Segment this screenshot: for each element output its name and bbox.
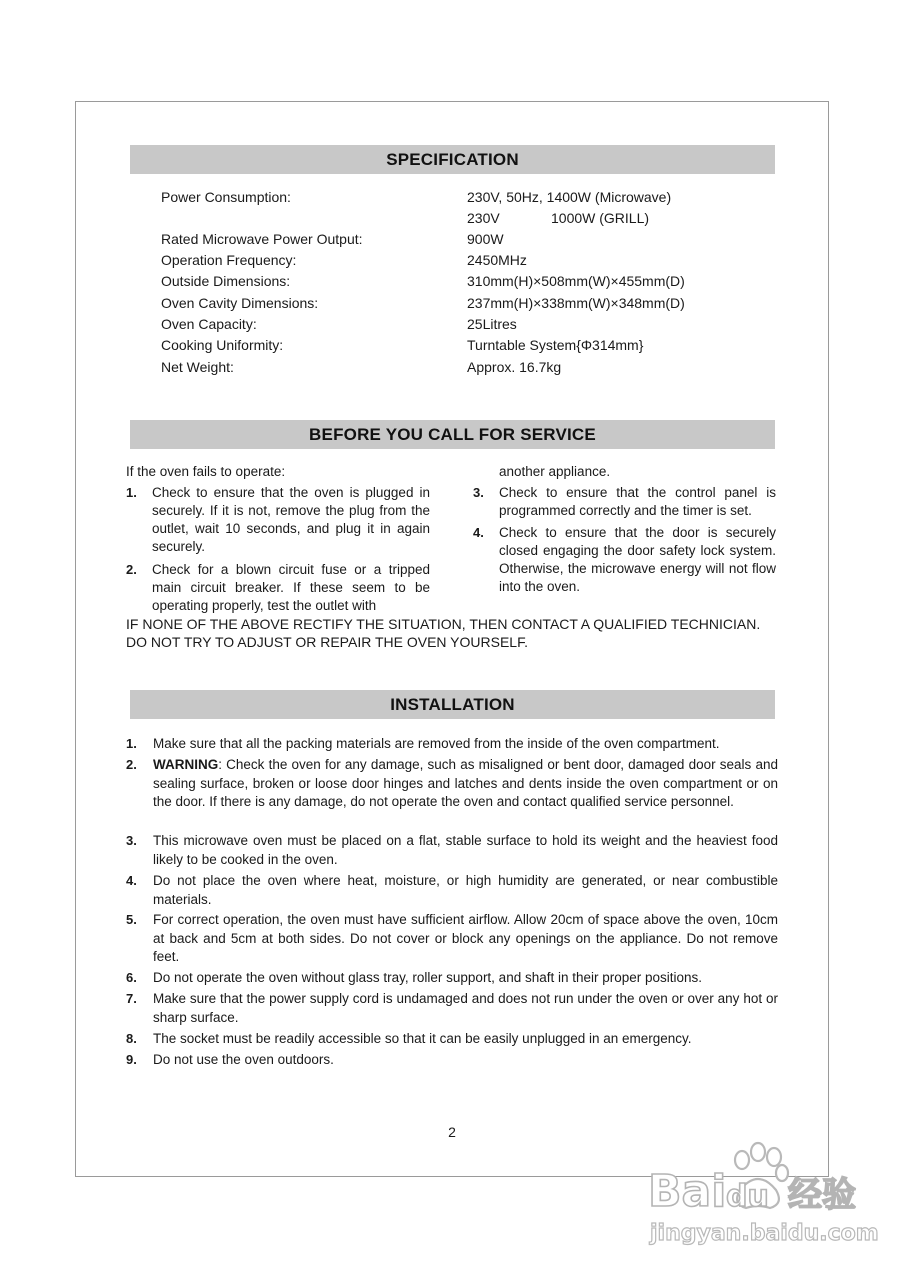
spec-value: 1000W (GRILL)	[551, 210, 650, 226]
list-item: Check for a blown circuit fuse or a tripped main circuit breaker. If these seem to be operating properly, test the outlet with	[152, 562, 430, 613]
spec-value: 2450MHz	[467, 252, 527, 268]
list-item	[126, 911, 778, 967]
list-item	[126, 756, 778, 812]
list-number: 9.	[126, 1052, 137, 1067]
list-item-text: The socket must be readily accessible so that it can be easily unplugged in an emergency.	[153, 1031, 692, 1046]
spec-value: Approx. 16.7kg	[467, 359, 562, 375]
list-item	[126, 990, 778, 1027]
list-item-text: Do not place the oven where heat, moisture, or high humidity are generated, or near combustible materials.	[153, 873, 778, 907]
spec-label: Oven Cavity Dimensions:	[161, 295, 319, 311]
spec-label: Rated Microwave Power Output:	[161, 231, 363, 247]
list-number: 1.	[126, 485, 137, 500]
watermark-url: jingyan.baidu.com	[650, 1221, 879, 1246]
list-number: 2.	[126, 562, 137, 577]
installation-heading: INSTALLATION	[130, 690, 775, 719]
list-item	[126, 1030, 778, 1049]
list-item-text: For correct operation, the oven must have sufficient airflow. Allow 20cm of space above the oven, 10cm at back and 5cm at both sides. Do not cover or block any openings on the appliance. Do not remove feet.	[153, 912, 778, 964]
spec-value: 900W	[467, 231, 504, 247]
list-item: Check to ensure that the door is securely closed engaging the door safety lock system. Otherwise, the microwave energy will not flow into the oven.	[499, 525, 776, 594]
list-item-text	[153, 756, 778, 812]
list-item	[126, 872, 778, 909]
watermark-brand-cn: 经验	[788, 1175, 856, 1215]
service-warning-line: IF NONE OF THE ABOVE RECTIFY THE SITUATION, THEN CONTACT A QUALIFIED TECHNICIAN.	[126, 616, 761, 632]
specification-heading: SPECIFICATION	[130, 145, 775, 174]
list-number: 4.	[126, 873, 137, 888]
list-item	[126, 969, 778, 988]
spec-value: 310mm(H)×508mm(W)×455mm(D)	[467, 273, 685, 289]
list-number: 6.	[126, 970, 137, 985]
list-number: 1.	[126, 736, 137, 751]
watermark-brand: Bai	[648, 1166, 727, 1217]
service-intro: If the oven fails to operate:	[126, 464, 286, 479]
list-item-text: Do not operate the oven without glass tray, roller support, and shaft in their proper positions.	[153, 970, 703, 985]
list-item: Check to ensure that the control panel is programmed correctly and the timer is set.	[499, 485, 776, 518]
spec-value: Turntable System{Φ314mm}	[467, 337, 644, 353]
list-number: 3.	[126, 833, 137, 848]
list-number: 7.	[126, 991, 137, 1006]
spec-label: Operation Frequency:	[161, 252, 297, 268]
service-heading: BEFORE YOU CALL FOR SERVICE	[130, 420, 775, 449]
watermark-brand: du	[726, 1179, 769, 1214]
spec-label: Power Consumption:	[161, 189, 291, 205]
list-number: 3.	[473, 485, 484, 500]
warning-label: WARNING	[153, 757, 219, 772]
list-item-continuation: another appliance.	[499, 464, 611, 479]
page-number: 2	[448, 1124, 456, 1140]
warning-text: : Check the oven for any damage, such as misaligned or bent door, damaged door seals and sealing surface, broken or loose door hinges and latches and dents inside the oven compartment or on the door. If there is any damage, do not operate the oven and contact qualified service personnel.	[153, 757, 778, 809]
list-item: Check to ensure that the oven is plugged in securely. If it is not, remove the plug from the outlet, wait 10 seconds, and plug it in again securely.	[152, 485, 430, 554]
list-item-text: Make sure that the power supply cord is undamaged and does not run under the oven or over any hot or sharp surface.	[153, 991, 778, 1025]
list-number: 2.	[126, 757, 137, 772]
list-item	[126, 832, 778, 869]
list-item-text: Make sure that all the packing materials are removed from the inside of the oven compartment.	[153, 736, 720, 751]
spec-label: Oven Capacity:	[161, 316, 257, 332]
spec-label: Outside Dimensions:	[161, 273, 291, 289]
list-item-text: Do not use the oven outdoors.	[153, 1052, 334, 1067]
spec-value: 25Litres	[467, 316, 517, 332]
list-item	[126, 1051, 778, 1070]
list-number: 8.	[126, 1031, 137, 1046]
list-number: 4.	[473, 525, 484, 540]
spec-value: 230V	[467, 210, 500, 226]
spec-value: 237mm(H)×338mm(W)×348mm(D)	[467, 295, 685, 311]
list-number: 5.	[126, 912, 137, 927]
service-warning-line: DO NOT TRY TO ADJUST OR REPAIR THE OVEN YOURSELF.	[126, 634, 528, 650]
baidu-watermark	[640, 1140, 890, 1270]
list-item	[126, 735, 778, 754]
list-item-text: This microwave oven must be placed on a flat, stable surface to hold its weight and the heaviest food likely to be cooked in the oven.	[153, 833, 778, 867]
spec-label: Net Weight:	[161, 359, 234, 375]
spec-label: Cooking Uniformity:	[161, 337, 284, 353]
spec-value: 230V, 50Hz, 1400W (Microwave)	[467, 189, 672, 205]
